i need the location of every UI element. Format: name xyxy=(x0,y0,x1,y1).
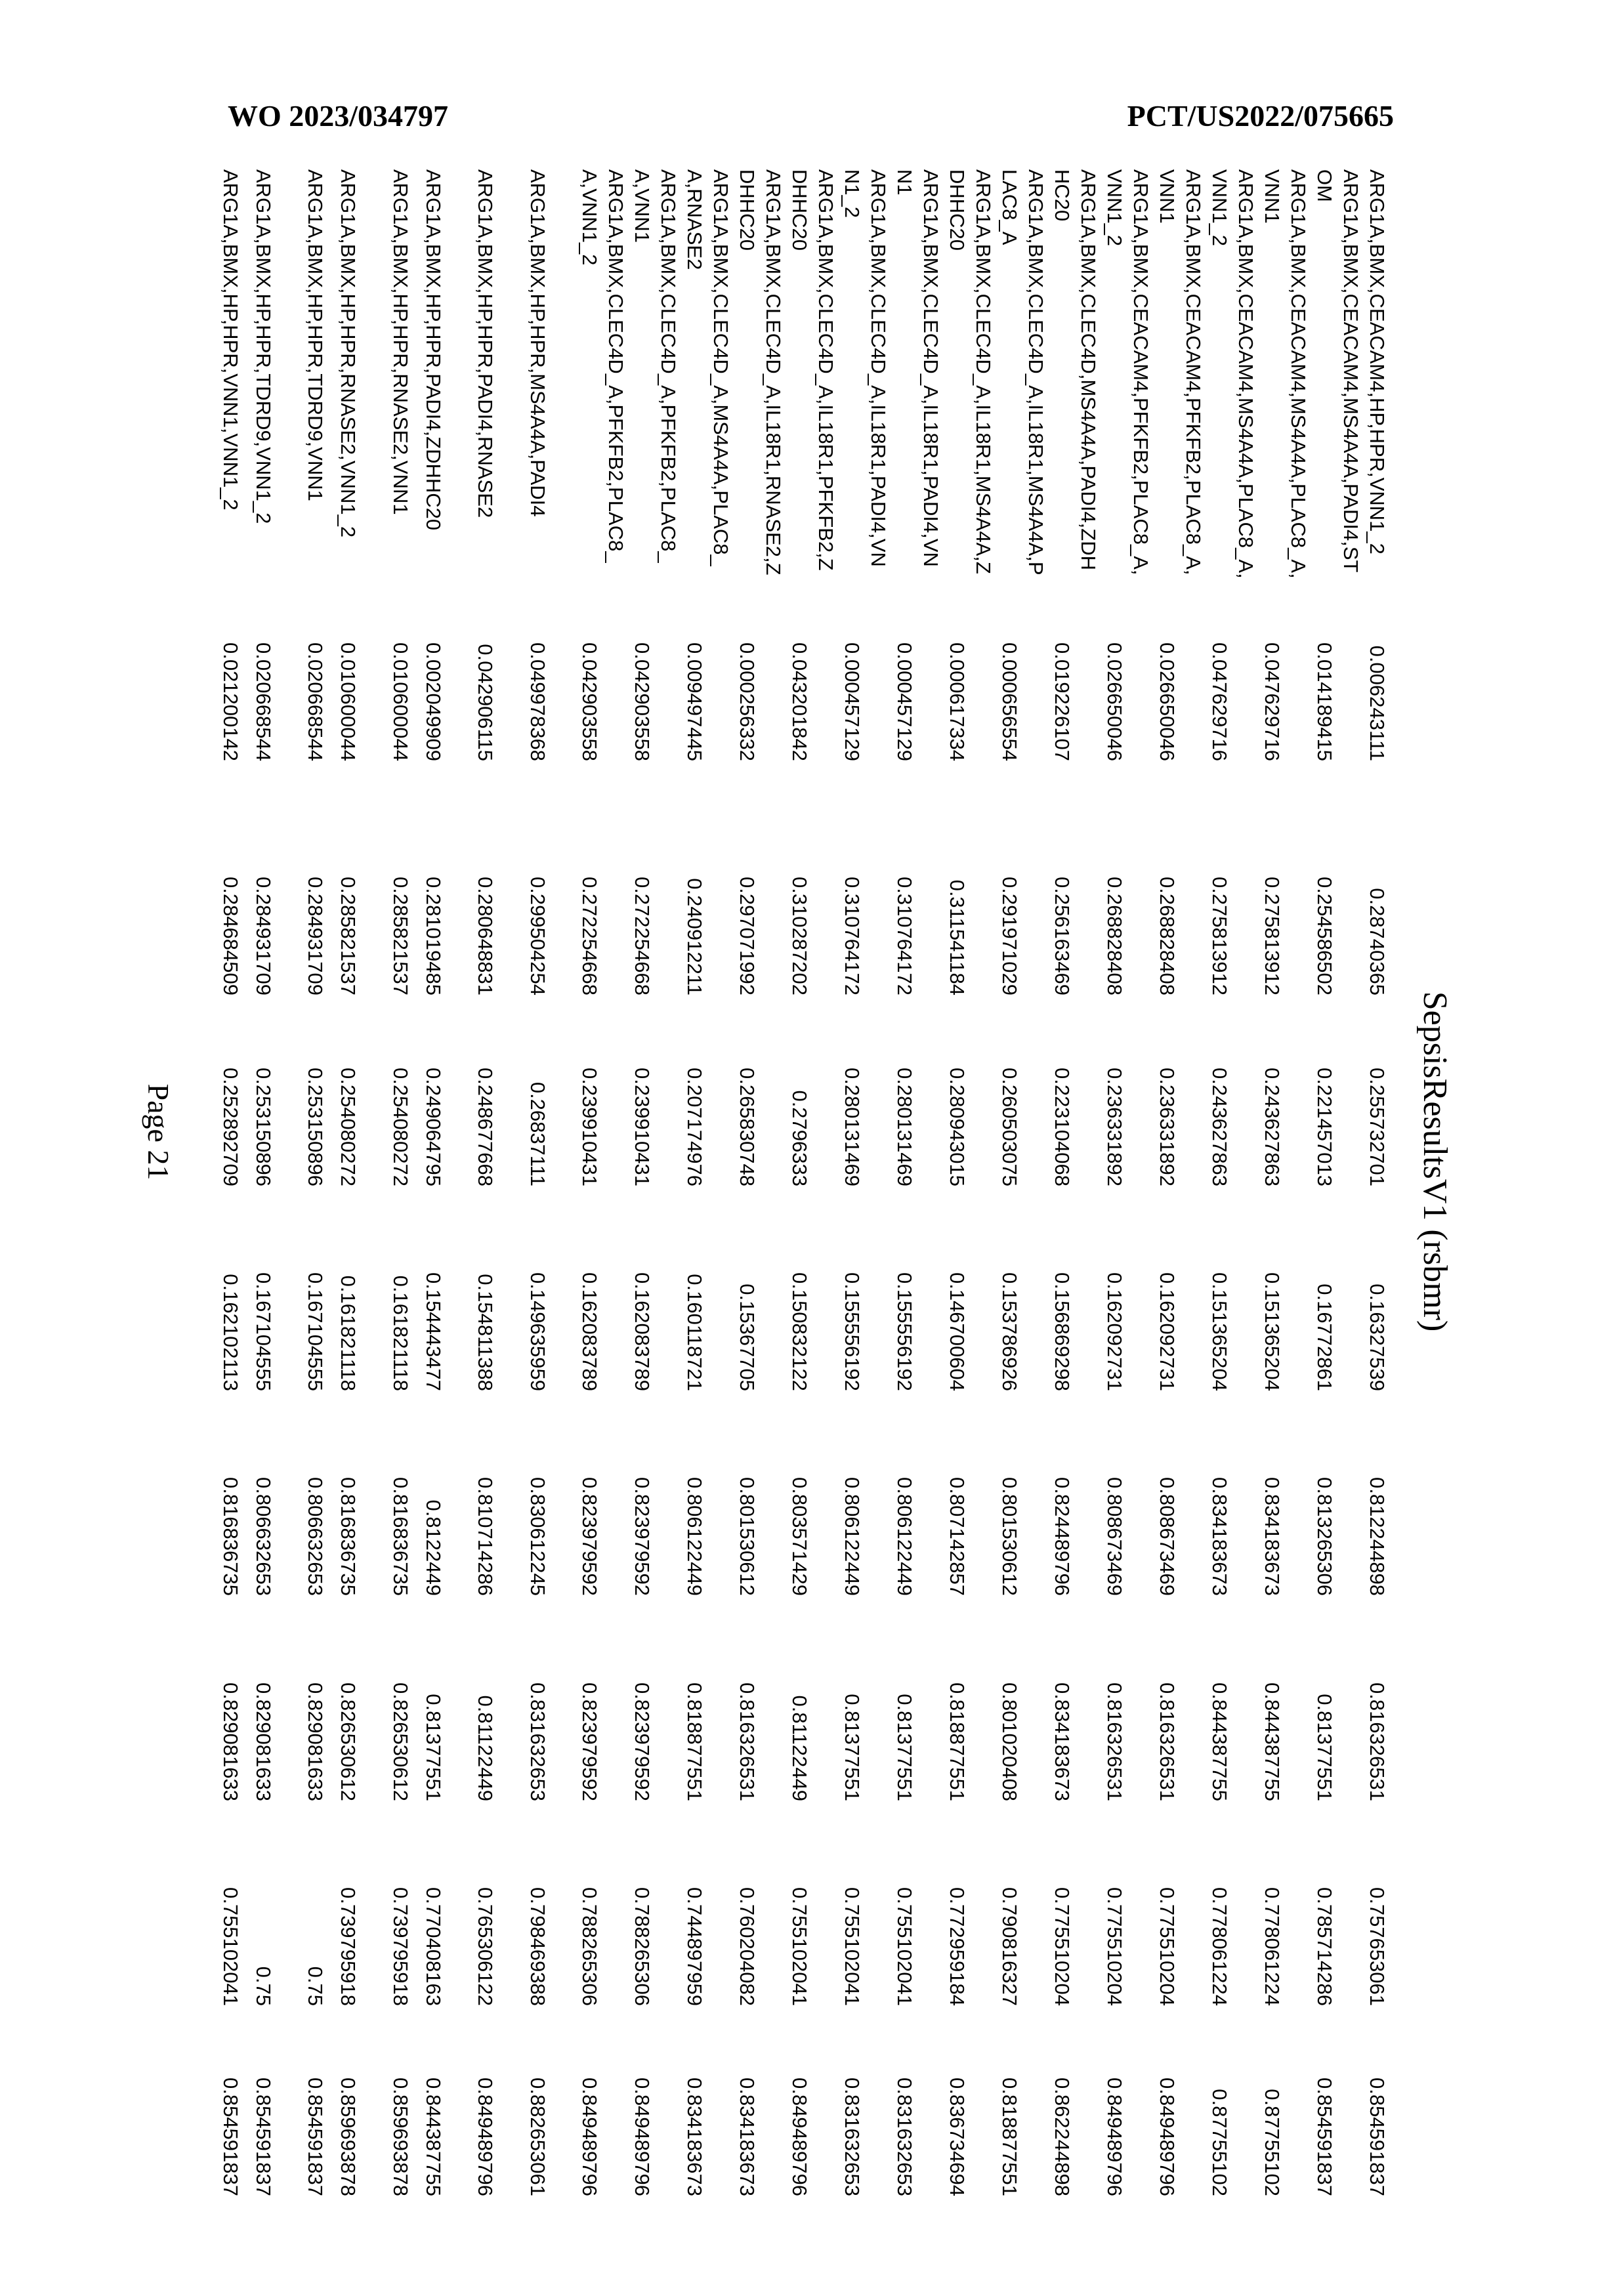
value-cell: 0.81377551 xyxy=(1312,1596,1364,1801)
value-cell: 0.16772861 xyxy=(1312,1186,1364,1391)
value-cell: 0.849489796 xyxy=(787,2006,839,2196)
value-cell: 0.020668544 xyxy=(250,591,303,761)
value-cell: 0.849489796 xyxy=(1102,2006,1154,2196)
value-cell: 0.816326531 xyxy=(1154,1596,1207,1801)
value-cell: 0.849489796 xyxy=(472,2006,525,2196)
value-cell: 0.256163469 xyxy=(1049,761,1102,995)
value-cell: 0.161821118 xyxy=(335,1186,388,1391)
gene-set-cell: ARG1A,BMX,CEACAM4,HP,HPR,VNN1_2 xyxy=(1364,169,1417,591)
value-cell: 0.268828408 xyxy=(1102,761,1154,995)
value-cell: 0.818877551 xyxy=(997,2006,1049,2196)
gene-set-cell: ARG1A,BMX,CLEC4D_A,MS4A4A,PLAC8_A,RNASE2 xyxy=(682,169,734,591)
value-cell: 0.154443477 xyxy=(420,1186,472,1391)
value-cell: 0.739795918 xyxy=(387,1801,420,2006)
value-cell: 0.272254668 xyxy=(629,761,682,995)
value-cell: 0.254080272 xyxy=(387,995,420,1186)
value-cell: 0.151365204 xyxy=(1259,1186,1312,1391)
value-cell: 0.014189415 xyxy=(1312,591,1364,761)
value-cell: 0.775510204 xyxy=(1102,1801,1154,2006)
value-cell: 0.280131469 xyxy=(839,995,892,1186)
table-row xyxy=(787,169,839,2196)
value-cell: 0.000656554 xyxy=(997,591,1049,761)
value-cell: 0.223104068 xyxy=(1049,995,1102,1186)
gene-set-cell: ARG1A,BMX,HP,HPR,TDRD9,VNN1_2 xyxy=(250,169,303,591)
gene-set-cell: ARG1A,BMX,CLEC4D_A,PFKFB2,PLAC8_A,VNN1 xyxy=(629,169,682,591)
value-cell: 0.844387755 xyxy=(420,2006,472,2196)
table-row xyxy=(682,169,734,2196)
gene-set-cell: ARG1A,BMX,CLEC4D,MS4A4A,PADI4,ZDHHC20 xyxy=(1049,169,1102,591)
value-cell: 0.836734694 xyxy=(944,2006,997,2196)
value-cell: 0.755102041 xyxy=(892,1801,944,2006)
value-cell: 0.862244898 xyxy=(1049,2006,1102,2196)
value-cell: 0.788265306 xyxy=(577,1801,629,2006)
value-cell: 0.240912211 xyxy=(682,761,734,995)
value-cell: 0.816326531 xyxy=(734,1596,787,1801)
value-cell: 0.153786926 xyxy=(997,1186,1049,1391)
value-cell: 0.162083789 xyxy=(629,1186,682,1391)
value-cell: 0.284931709 xyxy=(303,761,335,995)
value-cell: 0.778061224 xyxy=(1259,1801,1312,2006)
gene-set-cell: ARG1A,BMX,HP,HPR,RNASE2,VNN1_2 xyxy=(335,169,388,591)
table-row xyxy=(997,169,1049,2196)
gene-set-cell: ARG1A,BMX,CLEC4D_A,IL18R1,RNASE2,ZDHHC20 xyxy=(734,169,787,591)
value-cell: 0.806632653 xyxy=(250,1391,303,1596)
value-cell: 0.021200142 xyxy=(217,591,250,761)
gene-set-cell: ARG1A,BMX,HP,HPR,RNASE2,VNN1 xyxy=(387,169,420,591)
value-cell: 0.75 xyxy=(250,1801,303,2006)
value-cell: 0.019226107 xyxy=(1049,591,1102,761)
value-cell: 0.260503075 xyxy=(997,995,1049,1186)
value-cell: 0.243627863 xyxy=(1207,995,1259,1186)
value-cell: 0.042906115 xyxy=(472,591,525,761)
value-cell: 0.775510204 xyxy=(1154,1801,1207,2006)
value-cell: 0.775510204 xyxy=(1049,1801,1102,2006)
value-cell: 0.311541184 xyxy=(944,761,997,995)
rotated-table-page xyxy=(85,0,1463,2296)
value-cell: 0.806122449 xyxy=(682,1391,734,1596)
gene-set-cell: ARG1A,BMX,CEACAM4,PFKFB2,PLAC8_A,VNN1_2 xyxy=(1102,169,1154,591)
value-cell: 0.831632653 xyxy=(524,1596,577,1801)
value-cell: 0.297071992 xyxy=(734,761,787,995)
value-cell: 0.854591837 xyxy=(250,2006,303,2196)
value-cell: 0.755102041 xyxy=(217,1801,250,2006)
value-cell: 0.162092731 xyxy=(1102,1186,1154,1391)
value-cell: 0.849489796 xyxy=(1154,2006,1207,2196)
value-cell: 0.823979592 xyxy=(577,1391,629,1596)
gene-set-cell: ARG1A,BMX,HP,HPR,PADI4,ZDHHC20 xyxy=(420,169,472,591)
value-cell: 0.812244898 xyxy=(1364,1391,1417,1596)
value-cell: 0.243627863 xyxy=(1259,995,1312,1186)
value-cell: 0.280943015 xyxy=(944,995,997,1186)
value-cell: 0.253150896 xyxy=(303,995,335,1186)
value-cell: 0.248677668 xyxy=(472,995,525,1186)
gene-set-cell: ARG1A,BMX,CLEC4D_A,PFKFB2,PLAC8_A,VNN1_2 xyxy=(577,169,629,591)
table-row xyxy=(1312,169,1364,2196)
publication-number: WO 2023/034797 xyxy=(228,98,448,133)
value-cell: 0.275813912 xyxy=(1207,761,1259,995)
value-cell: 0.221457013 xyxy=(1312,995,1364,1186)
value-cell: 0.249064795 xyxy=(420,995,472,1186)
value-cell: 0.272254668 xyxy=(577,761,629,995)
value-cell: 0.236331892 xyxy=(1154,995,1207,1186)
value-cell: 0.020668544 xyxy=(303,591,335,761)
value-cell: 0.2796333 xyxy=(787,995,839,1186)
value-cell: 0.859693878 xyxy=(387,2006,420,2196)
gene-set-cell: ARG1A,BMX,CLEC4D_A,IL18R1,PADI4,VNN1_2 xyxy=(839,169,892,591)
value-cell: 0.236331892 xyxy=(1102,995,1154,1186)
value-cell: 0.285821537 xyxy=(387,761,420,995)
value-cell: 0.299504254 xyxy=(524,761,577,995)
value-cell: 0.829081633 xyxy=(217,1596,250,1801)
value-cell: 0.834183673 xyxy=(1049,1596,1102,1801)
value-cell: 0.002049909 xyxy=(420,591,472,761)
value-cell: 0.808673469 xyxy=(1154,1391,1207,1596)
value-cell: 0.826530612 xyxy=(335,1596,388,1801)
value-cell: 0.162083789 xyxy=(577,1186,629,1391)
value-cell: 0.816326531 xyxy=(1364,1596,1417,1801)
value-cell: 0.167104555 xyxy=(303,1186,335,1391)
value-cell: 0.801020408 xyxy=(997,1596,1049,1801)
value-cell: 0.81377551 xyxy=(892,1596,944,1801)
value-cell: 0.026650046 xyxy=(1154,591,1207,761)
table-row xyxy=(1207,169,1259,2196)
table-row xyxy=(420,169,472,2196)
gene-set-cell: ARG1A,BMX,HP,HPR,TDRD9,VNN1 xyxy=(303,169,335,591)
value-cell: 0.154811388 xyxy=(472,1186,525,1391)
gene-set-cell: ARG1A,BMX,HP,HPR,MS4A4A,PADI4 xyxy=(524,169,577,591)
value-cell: 0.265830748 xyxy=(734,995,787,1186)
value-cell: 0.160118721 xyxy=(682,1186,734,1391)
value-cell: 0.150832122 xyxy=(787,1186,839,1391)
value-cell: 0.778061224 xyxy=(1207,1801,1259,2006)
value-cell: 0.830612245 xyxy=(524,1391,577,1596)
value-cell: 0.757653061 xyxy=(1364,1801,1417,2006)
value-cell: 0.790816327 xyxy=(997,1801,1049,2006)
value-cell: 0.824489796 xyxy=(1049,1391,1102,1596)
gene-set-cell: ARG1A,BMX,CEACAM4,PFKFB2,PLAC8_A,VNN1 xyxy=(1154,169,1207,591)
table-row xyxy=(335,169,388,2196)
value-cell: 0.149635959 xyxy=(524,1186,577,1391)
value-cell: 0.739795918 xyxy=(335,1801,388,2006)
table-row xyxy=(892,169,944,2196)
table-row xyxy=(387,169,420,2196)
value-cell: 0.788265306 xyxy=(629,1801,682,2006)
value-cell: 0.161821118 xyxy=(387,1186,420,1391)
value-cell: 0.162102113 xyxy=(217,1186,250,1391)
gene-set-cell: ARG1A,BMX,CLEC4D_A,IL18R1,MS4A4A,PLAC8_A xyxy=(997,169,1049,591)
gene-set-cell: ARG1A,BMX,HP,HPR,PADI4,RNASE2 xyxy=(472,169,525,591)
value-cell: 0.823979592 xyxy=(629,1596,682,1801)
value-cell: 0.156869298 xyxy=(1049,1186,1102,1391)
gene-set-cell: ARG1A,BMX,CEACAM4,MS4A4A,PLAC8_A,VNN1 xyxy=(1259,169,1312,591)
value-cell: 0.81377551 xyxy=(839,1596,892,1801)
value-cell: 0.047629716 xyxy=(1259,591,1312,761)
value-cell: 0.87755102 xyxy=(1259,2006,1312,2196)
value-cell: 0.829081633 xyxy=(250,1596,303,1801)
value-cell: 0.155556192 xyxy=(839,1186,892,1391)
value-cell: 0.006243111 xyxy=(1364,591,1417,761)
value-cell: 0.254586502 xyxy=(1312,761,1364,995)
value-cell: 0.280131469 xyxy=(892,995,944,1186)
value-cell: 0.75 xyxy=(303,1801,335,2006)
table-row xyxy=(472,169,525,2196)
value-cell: 0.026650046 xyxy=(1102,591,1154,761)
value-cell: 0.239910431 xyxy=(629,995,682,1186)
table-row xyxy=(250,169,303,2196)
value-cell: 0.849489796 xyxy=(629,2006,682,2196)
table-row xyxy=(1259,169,1312,2196)
value-cell: 0.818877551 xyxy=(682,1596,734,1801)
value-cell: 0.281019485 xyxy=(420,761,472,995)
table-row xyxy=(524,169,577,2196)
value-cell: 0.806632653 xyxy=(303,1391,335,1596)
value-cell: 0.28740365 xyxy=(1364,761,1417,995)
table-row xyxy=(303,169,335,2196)
value-cell: 0.047629716 xyxy=(1207,591,1259,761)
value-cell: 0.268828408 xyxy=(1154,761,1207,995)
value-cell: 0.255732701 xyxy=(1364,995,1417,1186)
value-cell: 0.823979592 xyxy=(629,1391,682,1596)
value-cell: 0.009497445 xyxy=(682,591,734,761)
value-cell: 0.043201842 xyxy=(787,591,839,761)
value-cell: 0.207174976 xyxy=(682,995,734,1186)
value-cell: 0.829081633 xyxy=(303,1596,335,1801)
value-cell: 0.26837111 xyxy=(524,995,577,1186)
value-cell: 0.834183673 xyxy=(1207,1391,1259,1596)
gene-set-cell: ARG1A,BMX,HP,HPR,VNN1,VNN1_2 xyxy=(217,169,250,591)
value-cell: 0.813265306 xyxy=(1312,1391,1364,1596)
table-row xyxy=(577,169,629,2196)
value-cell: 0.010600044 xyxy=(387,591,420,761)
value-cell: 0.772959184 xyxy=(944,1801,997,2006)
value-cell: 0.000617334 xyxy=(944,591,997,761)
value-cell: 0.310764172 xyxy=(839,761,892,995)
value-cell: 0.785714286 xyxy=(1312,1801,1364,2006)
value-cell: 0.831632653 xyxy=(892,2006,944,2196)
value-cell: 0.834183673 xyxy=(1259,1391,1312,1596)
value-cell: 0.162092731 xyxy=(1154,1186,1207,1391)
value-cell: 0.284931709 xyxy=(250,761,303,995)
value-cell: 0.755102041 xyxy=(787,1801,839,2006)
value-cell: 0.816836735 xyxy=(335,1391,388,1596)
table-title: SepsisResultsV1 (rsbmr) xyxy=(1416,991,1454,1332)
value-cell: 0.806122449 xyxy=(892,1391,944,1596)
value-cell: 0.844387755 xyxy=(1259,1596,1312,1801)
value-cell: 0.000256332 xyxy=(734,591,787,761)
table-row xyxy=(839,169,892,2196)
value-cell: 0.049978368 xyxy=(524,591,577,761)
value-cell: 0.770408163 xyxy=(420,1801,472,2006)
value-cell: 0.146700604 xyxy=(944,1186,997,1391)
value-cell: 0.844387755 xyxy=(1207,1596,1259,1801)
value-cell: 0.818877551 xyxy=(944,1596,997,1801)
value-cell: 0.801530612 xyxy=(734,1391,787,1596)
value-cell: 0.284684509 xyxy=(217,761,250,995)
table-row xyxy=(1364,169,1417,2196)
value-cell: 0.808673469 xyxy=(1102,1391,1154,1596)
value-cell: 0.000457129 xyxy=(892,591,944,761)
table-row xyxy=(629,169,682,2196)
value-cell: 0.755102041 xyxy=(839,1801,892,2006)
value-cell: 0.803571429 xyxy=(787,1391,839,1596)
gene-set-cell: ARG1A,BMX,CLEC4D_A,IL18R1,PADI4,VNN1 xyxy=(892,169,944,591)
value-cell: 0.744897959 xyxy=(682,1801,734,2006)
table-row xyxy=(1154,169,1207,2196)
value-cell: 0.252892709 xyxy=(217,995,250,1186)
value-cell: 0.81122449 xyxy=(472,1596,525,1801)
page-number: Page 21 xyxy=(141,1084,176,1180)
value-cell: 0.807142857 xyxy=(944,1391,997,1596)
value-cell: 0.882653061 xyxy=(524,2006,577,2196)
value-cell: 0.000457129 xyxy=(839,591,892,761)
gene-set-cell: ARG1A,BMX,CLEC4D_A,IL18R1,PFKFB2,ZDHHC20 xyxy=(787,169,839,591)
value-cell: 0.854591837 xyxy=(1364,2006,1417,2196)
value-cell: 0.280648831 xyxy=(472,761,525,995)
value-cell: 0.849489796 xyxy=(577,2006,629,2196)
value-cell: 0.854591837 xyxy=(303,2006,335,2196)
value-cell: 0.167104555 xyxy=(250,1186,303,1391)
gene-set-cell: ARG1A,BMX,CEACAM4,MS4A4A,PADI4,STOM xyxy=(1312,169,1364,591)
value-cell: 0.760204082 xyxy=(734,1801,787,2006)
value-cell: 0.87755102 xyxy=(1207,2006,1259,2196)
value-cell: 0.310764172 xyxy=(892,761,944,995)
value-cell: 0.81122449 xyxy=(787,1596,839,1801)
value-cell: 0.816836735 xyxy=(217,1391,250,1596)
value-cell: 0.285821537 xyxy=(335,761,388,995)
table-row xyxy=(944,169,997,2196)
value-cell: 0.816326531 xyxy=(1102,1596,1154,1801)
value-cell: 0.859693878 xyxy=(335,2006,388,2196)
value-cell: 0.810714286 xyxy=(472,1391,525,1596)
table-row xyxy=(1102,169,1154,2196)
application-number: PCT/US2022/075665 xyxy=(1127,98,1394,133)
value-cell: 0.81377551 xyxy=(420,1596,472,1801)
value-cell: 0.816836735 xyxy=(387,1391,420,1596)
table-row xyxy=(1049,169,1102,2196)
value-cell: 0.801530612 xyxy=(997,1391,1049,1596)
value-cell: 0.834183673 xyxy=(734,2006,787,2196)
value-cell: 0.254080272 xyxy=(335,995,388,1186)
value-cell: 0.151365204 xyxy=(1207,1186,1259,1391)
value-cell: 0.854591837 xyxy=(1312,2006,1364,2196)
value-cell: 0.826530612 xyxy=(387,1596,420,1801)
value-cell: 0.798469388 xyxy=(524,1801,577,2006)
gene-set-cell: ARG1A,BMX,CEACAM4,MS4A4A,PLAC8_A,VNN1_2 xyxy=(1207,169,1259,591)
value-cell: 0.010600044 xyxy=(335,591,388,761)
table-row xyxy=(217,169,250,2196)
value-cell: 0.834183673 xyxy=(682,2006,734,2196)
value-cell: 0.854591837 xyxy=(217,2006,250,2196)
value-cell: 0.291971029 xyxy=(997,761,1049,995)
value-cell: 0.275813912 xyxy=(1259,761,1312,995)
value-cell: 0.15367705 xyxy=(734,1186,787,1391)
gene-set-cell: ARG1A,BMX,CLEC4D_A,IL18R1,MS4A4A,ZDHHC20 xyxy=(944,169,997,591)
value-cell: 0.155556192 xyxy=(892,1186,944,1391)
value-cell: 0.765306122 xyxy=(472,1801,525,2006)
value-cell: 0.042903558 xyxy=(629,591,682,761)
value-cell: 0.831632653 xyxy=(839,2006,892,2196)
value-cell: 0.806122449 xyxy=(839,1391,892,1596)
value-cell: 0.042903558 xyxy=(577,591,629,761)
value-cell: 0.310287202 xyxy=(787,761,839,995)
value-cell: 0.253150896 xyxy=(250,995,303,1186)
value-cell: 0.239910431 xyxy=(577,995,629,1186)
results-table xyxy=(217,169,1416,2196)
value-cell: 0.8122449 xyxy=(420,1391,472,1596)
value-cell: 0.16327539 xyxy=(1364,1186,1417,1391)
value-cell: 0.823979592 xyxy=(577,1596,629,1801)
table-row xyxy=(734,169,787,2196)
